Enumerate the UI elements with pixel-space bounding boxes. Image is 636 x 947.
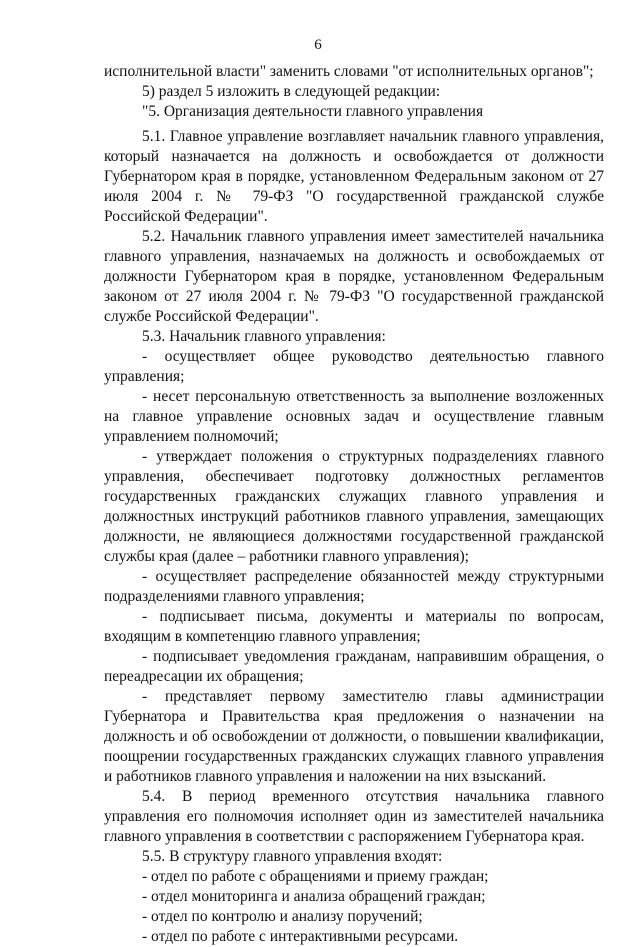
paragraph-5-4: 5.4. В период временного отсутствия начальника главного управления его полномочия исполняет один из заместителей начальника главного управления в соответствии с распоряжением Губернатора края. <box>104 788 604 845</box>
paragraph-item-5: 5) раздел 5 изложить в следующей редакции: <box>142 83 441 100</box>
paragraph-5-1: 5.1. Главное управление возглавляет начальник главного управления, который назначается на должность и освобождается от должности Губернатором края в порядке, установленном Федеральным законом от 27 июля 2004 г. № 79-ФЗ "О государственной гражданской службе Российской Федерации". <box>104 128 604 225</box>
document-body <box>104 62 604 947</box>
list-item: - осуществляет общее руководство деятельностью главного управления; <box>104 348 604 385</box>
list-item: - утверждает положения о структурных подразделениях главного управления, обеспечивает подготовку должностных регламентов государственных гражданских служащих главного управления и должностных инструкций работников главного управления, замещающих должности, не являющиеся должностями государственной гражданской службы края (далее – работники главного управления); <box>104 448 604 565</box>
paragraph-5-3: 5.3. Начальник главного управления: <box>142 328 386 345</box>
list-item: - представляет первому заместителю главы администрации Губернатора и Правительства края предложения о назначении на должность и об освобождении от должности, о повышении квалификации, поощрении государственных гражданских служащих главного управления и работников главного управления и наложении на них взысканий. <box>104 688 604 785</box>
list-item: - отдел мониторинга и анализа обращений граждан; <box>142 888 486 905</box>
page-number: 6 <box>314 37 322 53</box>
list-item: - отдел по контролю и анализу поручений; <box>142 908 423 925</box>
list-item: - подписывает письма, документы и материалы по вопросам, входящим в компетенцию главного управления; <box>104 608 604 645</box>
list-item: - подписывает уведомления гражданам, направившим обращения, о переадресации их обращения; <box>104 648 604 685</box>
paragraph-continuation: исполнительной власти" заменить словами "от исполнительных органов"; <box>104 63 594 80</box>
paragraph-5-2: 5.2. Начальник главного управления имеет заместителей начальника главного управления, назначаемых на должность и освобождаемых от должности Губернатором края в порядке, установленном Федеральным законом от 27 июля 2004 г. № 79-ФЗ "О государственной гражданской службе Российской Федерации". <box>104 228 604 325</box>
paragraph-5-5: 5.5. В структуру главного управления входят: <box>142 848 443 865</box>
list-item: - отдел по работе с обращениями и приему граждан; <box>142 868 489 885</box>
list-item: - осуществляет распределение обязанностей между структурными подразделениями главного управления; <box>104 568 604 605</box>
list-item: - отдел по работе с интерактивными ресурсами. <box>142 928 459 945</box>
section-heading: "5. Организация деятельности главного управления <box>142 103 484 120</box>
list-item: - несет персональную ответственность за выполнение возложенных на главное управление основных задач и осуществление главным управлением полномочий; <box>104 388 604 445</box>
